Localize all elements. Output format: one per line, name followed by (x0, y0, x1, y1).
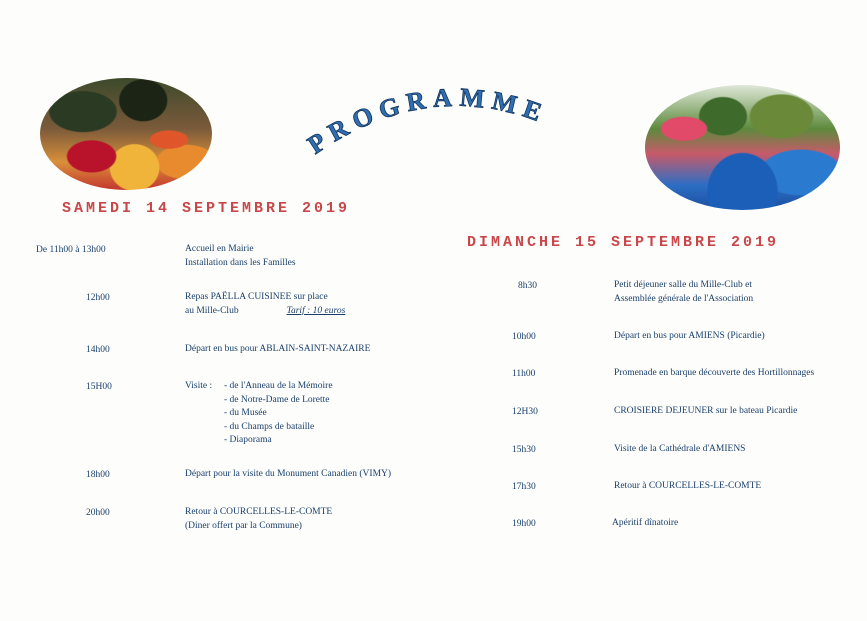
sunday-time: 8h30 (518, 281, 537, 291)
sunday-activity (614, 367, 814, 381)
saturday-time: 18h00 (86, 470, 110, 480)
sunday-activity (614, 330, 765, 344)
saturday-time: De 11h00 à 13h00 (36, 245, 106, 255)
visite-label: Visite : (185, 381, 213, 391)
activity-line: au Mille-Club (185, 305, 239, 316)
activity-line: - du Musée (224, 408, 267, 418)
activity-line: Départ en bus pour ABLAIN-SAINT-NAZAIRE (185, 344, 371, 354)
activity-line: Retour à COURCELLES-LE-COMTE (185, 507, 333, 517)
activity-line: Promenade en barque découverte des Hortillonnages (614, 368, 815, 378)
sunday-activity (612, 517, 678, 531)
activity-line: Installation dans les Familles (185, 257, 296, 268)
saturday-heading: SAMEDI 14 SEPTEMBRE 2019 (62, 200, 351, 217)
saturday-time: 20h00 (86, 508, 110, 518)
programme-title (290, 72, 610, 172)
svg-text:PROGRAMME (302, 83, 552, 160)
programme-title-text: PROGRAMME (302, 82, 552, 160)
activity-line: Petit déjeuner salle du Mille-Club et (614, 280, 752, 290)
activity-line: (Diner offert par la Commune) (185, 520, 302, 531)
sunday-time: 11h00 (512, 369, 536, 379)
sunday-activity (614, 279, 753, 306)
saturday-activity (185, 468, 391, 482)
activity-line: - du Champs de bataille (224, 421, 315, 432)
activity-line: - de l'Anneau de la Mémoire (224, 381, 333, 391)
saturday-time: 12h00 (86, 293, 110, 303)
activity-line: - Diaporama (224, 435, 272, 445)
activity-line: Retour à COURCELLES-LE-COMTE (614, 481, 762, 491)
sunday-time: 19h00 (512, 519, 536, 529)
activity-line: Visite de la Cathédrale d'AMIENS (614, 444, 746, 454)
sunday-time: 10h00 (512, 332, 536, 342)
saturday-activity (185, 291, 345, 318)
sunday-activity (614, 405, 797, 419)
saturday-activity (185, 343, 370, 357)
activity-line: Départ en bus pour AMIENS (Picardie) (614, 331, 765, 341)
activity-line: Assemblée générale de l'Association (614, 293, 754, 304)
activity-line: CROISIERE DEJEUNER sur le bateau Picardie (614, 406, 798, 416)
sunday-heading: DIMANCHE 15 SEPTEMBRE 2019 (467, 234, 780, 251)
saturday-time: 14h00 (86, 345, 110, 355)
sunday-activity (614, 443, 745, 457)
saturday-time: 15H00 (86, 382, 112, 392)
sunday-time: 17h30 (512, 482, 536, 492)
sunday-time: 12H30 (512, 407, 538, 417)
saturday-activity (224, 380, 333, 448)
sunday-activity (614, 480, 761, 494)
activity-line: - de Notre-Dame de Lorette (224, 394, 330, 405)
canal-photo (645, 85, 840, 210)
market-photo (40, 78, 212, 190)
tarif-label: Tarif : 10 euros (286, 305, 346, 316)
activity-line: Apéritif dînatoire (612, 518, 679, 528)
activity-line: Repas PAËLLA CUISINEE sur place (185, 292, 328, 302)
saturday-activity (185, 243, 296, 270)
sunday-time: 15h30 (512, 445, 536, 455)
saturday-activity (185, 506, 332, 533)
activity-line: Accueil en Mairie (185, 244, 254, 254)
activity-line: Départ pour la visite du Monument Canadien (VIMY) (185, 469, 392, 479)
